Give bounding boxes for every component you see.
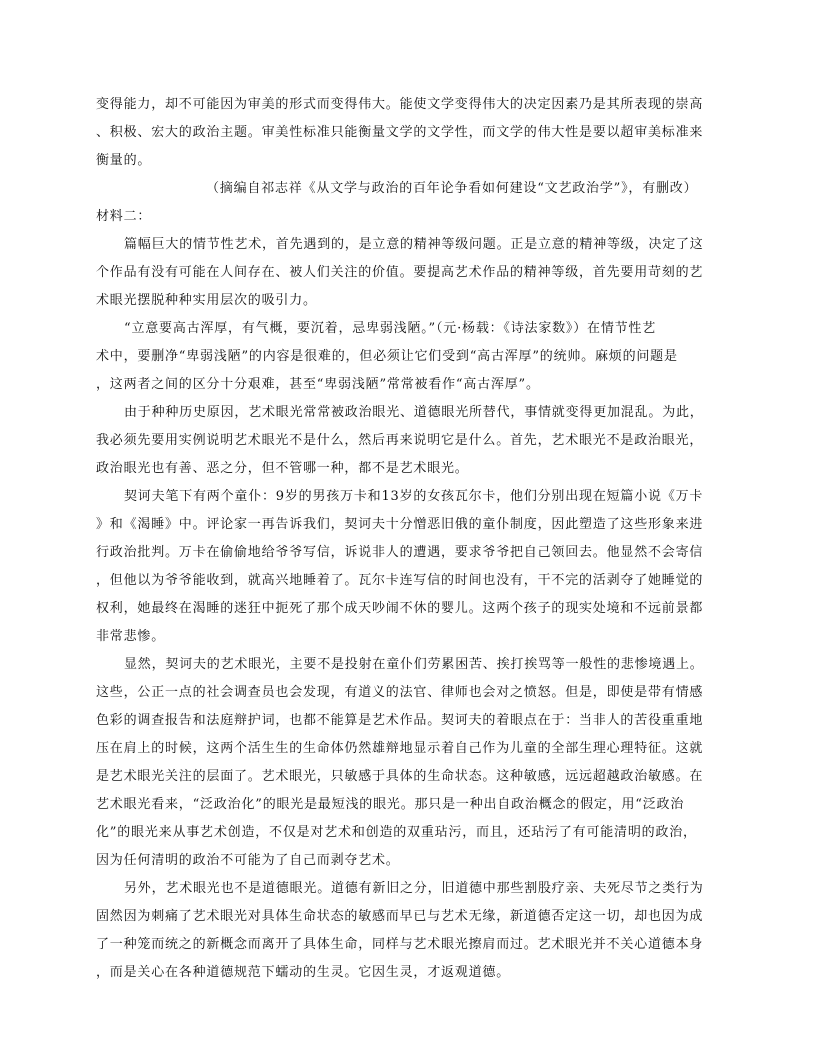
text-line: 另外，艺术眼光也不是道德眼光。道德有新旧之分，旧道德中那些割股疗亲、夫死尽节之类行为 bbox=[124, 881, 704, 896]
text-line: 化”的眼光来从事艺术创造，不仅是对艺术和创造的双重玷污，而且，还玷污了有可能清明的政治， bbox=[96, 825, 697, 840]
text-line: 显然，契诃夫的艺术眼光，主要不是投射在童仆们劳累困苦、挨打挨骂等一般性的悲惨境遇上。 bbox=[124, 657, 704, 672]
text-line: ，而是关心在各种道德规范下蠕动的生灵。它因生灵，才返观道德。 bbox=[96, 965, 511, 980]
text-line: 衡量的。 bbox=[96, 153, 152, 168]
paragraph-3 bbox=[96, 315, 720, 399]
text-line: 因为任何清明的政治不可能为了自己而剥夺艺术。 bbox=[96, 853, 400, 868]
text-line: 了一种笼而统之的新概念而离开了具体生命，同样与艺术眼光擦肩而过。艺术眼光并不关心道德本身 bbox=[96, 937, 704, 952]
text-line: 艺术眼光看来，“泛政治化”的眼光是最短浅的眼光。那只是一种出自政治概念的假定，用“泛政治 bbox=[96, 797, 685, 812]
text-line: “立意要高古浑厚，有气概，要沉着，忌卑弱浅陋。”（元·杨载：《诗法家数》）在情节性艺 bbox=[124, 321, 657, 336]
text-line: 篇幅巨大的情节性艺术，首先遇到的，是立意的精神等级问题。正是立意的精神等级，决定了这 bbox=[124, 237, 704, 252]
text-line: 》和《渴睡》中。评论家一再告诉我们，契诃夫十分憎恶旧俄的童仆制度，因此塑造了这些形象来进 bbox=[96, 517, 704, 532]
text-line: 由于种种历史原因，艺术眼光常常被政治眼光、道德眼光所替代，事情就变得更加混乱。为此， bbox=[124, 405, 704, 420]
text-line: 固然因为刺痛了艺术眼光对具体生命状态的敏感而早已与艺术无缘，新道德否定这一切，却也因为成 bbox=[96, 909, 704, 924]
source-citation: （摘编自祁志祥《从文学与政治的百年论争看如何建设“文艺政治学”》，有删改） bbox=[206, 181, 698, 196]
paragraph-1 bbox=[96, 91, 720, 175]
text-line: 变得能力，却不可能因为审美的形式而变得伟大。能使文学变得伟大的决定因素乃是其所表现的崇高 bbox=[96, 97, 704, 112]
text-line: 政治眼光也有善、恶之分，但不管哪一种，都不是艺术眼光。 bbox=[96, 461, 469, 476]
text-line: ，但他以为爷爷能收到，就高兴地睡着了。瓦尔卡连写信的时间也没有，干不完的活剥夺了她睡觉的 bbox=[96, 573, 704, 588]
text-line: 契诃夫笔下有两个童仆：9岁的男孩万卡和13岁的女孩瓦尔卡，他们分别出现在短篇小说《万卡 bbox=[124, 489, 704, 504]
text-line: ，这两者之间的区分十分艰难，甚至“卑弱浅陋”常常被看作“高古浑厚”。 bbox=[96, 377, 540, 392]
text-line: 压在肩上的时候，这两个活生生的生命体仍然雄辩地显示着自己作为儿童的全部生理心理特征。这就 bbox=[96, 741, 704, 756]
text-line: 非常悲惨。 bbox=[96, 629, 166, 644]
text-line: 行政治批判。万卡在偷偷地给爷爷写信，诉说非人的遭遇，要求爷爷把自己领回去。他显然不会寄信 bbox=[96, 545, 704, 560]
paragraph-7 bbox=[96, 875, 720, 987]
text-line: 术中，要删净“卑弱浅陋”的内容是很难的，但必须让它们受到“高古浑厚”的统帅。麻烦的问题是 bbox=[96, 349, 678, 364]
document-page bbox=[96, 91, 720, 987]
paragraph-2 bbox=[96, 231, 720, 315]
text-line: 术眼光摆脱种种实用层次的吸引力。 bbox=[96, 293, 317, 308]
text-line: 、积极、宏大的政治主题。审美性标准只能衡量文学的文学性，而文学的伟大性是要以超审美标准来 bbox=[96, 125, 704, 140]
text-line: 我必须先要用实例说明艺术眼光不是什么，然后再来说明它是什么。首先，艺术眼光不是政治眼光， bbox=[96, 433, 704, 448]
material-heading: 材料二： bbox=[96, 209, 152, 224]
text-line: 权利，她最终在渴睡的迷狂中扼死了那个成天吵闹不休的婴儿。这两个孩子的现实处境和不远前景都 bbox=[96, 601, 704, 616]
paragraph-4 bbox=[96, 399, 720, 483]
paragraph-5 bbox=[96, 483, 720, 651]
text-line: 是艺术眼光关注的层面了。艺术眼光，只敏感于具体的生命状态。这种敏感，远远超越政治敏感。在 bbox=[96, 769, 704, 784]
text-line: 这些，公正一点的社会调查员也会发现，有道义的法官、律师也会对之愤怒。但是，即使是带有情感 bbox=[96, 685, 704, 700]
paragraph-6 bbox=[96, 651, 720, 875]
text-line: 个作品有没有可能在人间存在、被人们关注的价值。要提高艺术作品的精神等级，首先要用苛刻的艺 bbox=[96, 265, 704, 280]
text-line: 色彩的调查报告和法庭辩护词，也都不能算是艺术作品。契诃夫的着眼点在于：当非人的苦役重重地 bbox=[96, 713, 704, 728]
